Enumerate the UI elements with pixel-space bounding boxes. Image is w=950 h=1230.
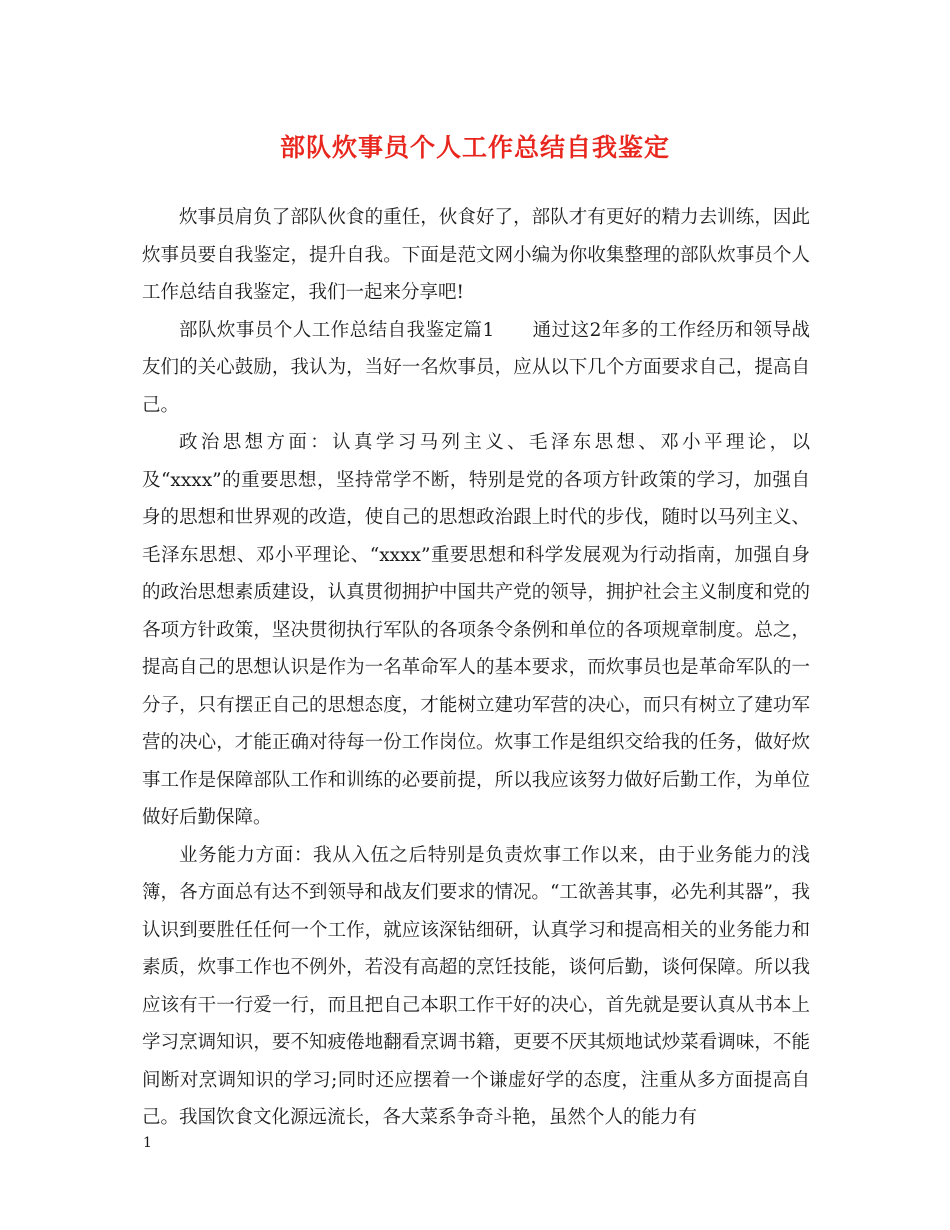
paragraph-political: 政治思想方面：认真学习马列主义、毛泽东思想、邓小平理论，以及“xxxx”的重要思想，坚持常学不断，特别是党的各项方针政策的学习，加强自身的思想和世界观的改造，使自己的思想政治跟上时代的步伐，随时以马列主义、毛泽东思想、邓小平理论、“xxxx”重要思想和科学发展观为行动指南，加强自身的政治思想素质建设，认真贯彻拥护中国共产党的领导，拥护社会主义制度和党的各项方针政策，坚决贯彻执行军队的各项条令条例和单位的各项规章制度。总之，提高自己的思想认识是作为一名革命军人的基本要求，而炊事员也是革命军队的一分子，只有摆正自己的思想态度，才能树立建功军营的决心，而只有树立了建功军营的决心，才能正确对待每一份工作岗位。炊事工作是组织交给我的任务，做好炊事工作是保障部队工作和训练的必要前提，所以我应该努力做好后勤工作，为单位做好后勤保障。 [142, 432, 810, 828]
paragraph-professional: 业务能力方面：我从入伍之后特别是负责炊事工作以来，由于业务能力的浅簿，各方面总有达不到领导和战友们要求的情况。“工欲善其事，必先利其器”，我认识到要胜任任何一个工作，就应该深钻细研，认真学习和提高相关的业务能力和素质，炊事工作也不例外，若没有高超的烹饪技能，谈何后勤，谈何保障。所以我应该有干一行爱一行，而且把自己本职工作干好的决心，首先就是要认真从书本上学习烹调知识，要不知疲倦地翻看烹调书籍，更要不厌其烦地试炒菜看调味，不能间断对烹调知识的学习;同时还应摆着一个谦虚好学的态度，注重从多方面提高自己。我国饮食文化源远流长，各大菜系争奇斗艳，虽然个人的能力有 [142, 844, 810, 1128]
document-title: 部队炊事员个人工作总结自我鉴定 [279, 133, 670, 162]
paragraph-section-1: 部队炊事员个人工作总结自我鉴定篇1 通过这2年多的工作经历和领导战友们的关心鼓励，我认为，当好一名炊事员，应从以下几个方面要求自己，提高自己。 [142, 319, 810, 416]
page-number: 1 [143, 1135, 152, 1151]
paragraph-intro: 炊事员肩负了部队伙食的重任，伙食好了，部队才有更好的精力去训练，因此炊事员要自我鉴定，提升自我。下面是范文网小编为你收集整理的部队炊事员个人工作总结自我鉴定，我们一起来分享吧! [142, 207, 810, 303]
document-body [142, 199, 810, 1137]
